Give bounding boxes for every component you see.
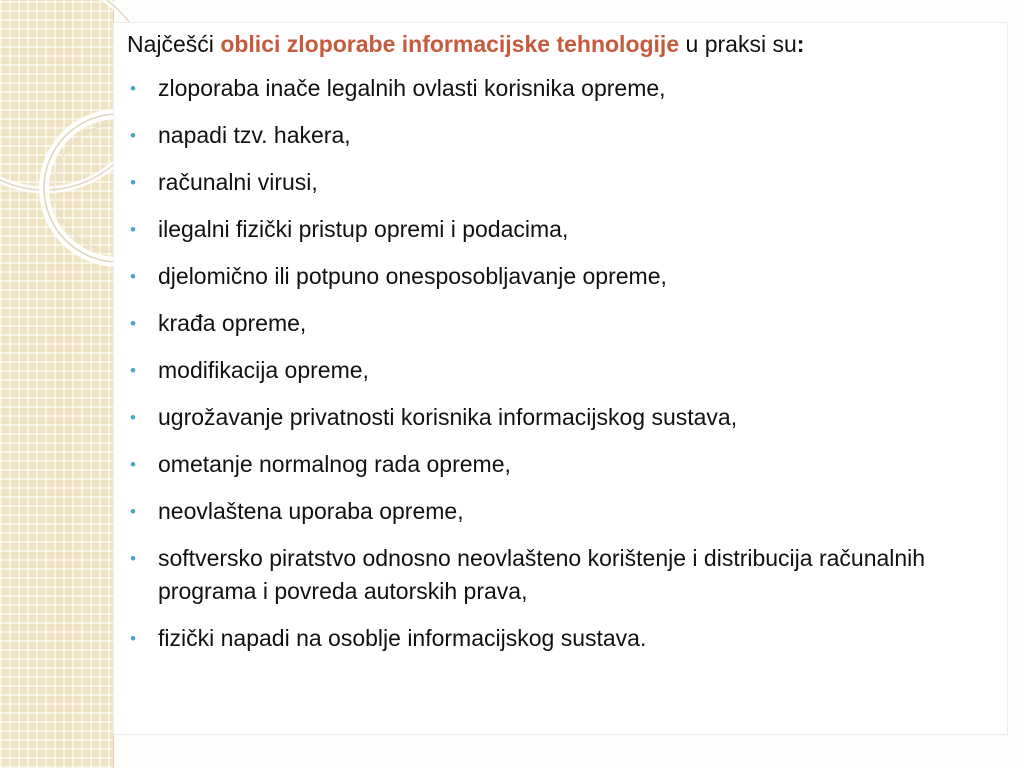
list-item <box>127 622 997 655</box>
bullet-icon: • <box>130 455 136 474</box>
bullet-icon: • <box>130 629 136 648</box>
bullet-list <box>127 72 997 655</box>
list-item <box>127 260 997 293</box>
list-item <box>127 448 997 481</box>
intro-prefix: Najčešći <box>127 31 221 57</box>
bullet-icon: • <box>130 408 136 427</box>
list-item-text: napadi tzv. hakera, <box>158 122 351 148</box>
bullet-icon: • <box>130 314 136 333</box>
list-item-text: krađa opreme, <box>158 310 307 336</box>
intro-text <box>127 28 997 61</box>
list-item <box>127 166 997 199</box>
intro-suffix: u praksi su <box>679 31 797 57</box>
list-item <box>127 72 997 105</box>
list-item-text: neovlaštena uporaba opreme, <box>158 498 464 524</box>
bullet-icon: • <box>130 173 136 192</box>
bullet-icon: • <box>130 220 136 239</box>
list-item-text: ilegalni fizički pristup opremi i podacima, <box>158 216 569 242</box>
intro-highlight: oblici zloporabe informacijske tehnologije <box>220 31 680 57</box>
slide-content <box>127 28 997 669</box>
list-item <box>127 495 997 528</box>
bullet-icon: • <box>130 502 136 521</box>
list-item-text: računalni virusi, <box>158 169 318 195</box>
bullet-icon: • <box>130 126 136 145</box>
list-item <box>127 354 997 387</box>
bullet-icon: • <box>130 361 136 380</box>
list-item <box>127 119 997 152</box>
list-item <box>127 542 997 608</box>
list-item <box>127 401 997 434</box>
list-item-text: ugrožavanje privatnosti korisnika informacijskog sustava, <box>158 404 738 430</box>
list-item-text: ometanje normalnog rada opreme, <box>158 451 511 477</box>
bullet-icon: • <box>130 79 136 98</box>
list-item <box>127 213 997 246</box>
bullet-icon: • <box>130 549 136 568</box>
list-item-text: djelomično ili potpuno onesposobljavanje opreme, <box>158 263 667 289</box>
list-item-text: zloporaba inače legalnih ovlasti korisnika opreme, <box>158 75 666 101</box>
list-item <box>127 307 997 340</box>
bullet-icon: • <box>130 267 136 286</box>
list-item-text: modifikacija opreme, <box>158 357 369 383</box>
intro-colon: : <box>796 31 805 57</box>
list-item-text: fizički napadi na osoblje informacijskog sustava. <box>158 625 647 651</box>
list-item-text: softversko piratstvo odnosno neovlašteno korištenje i distribucija računalnih programa i povreda autorskih prava, <box>158 545 926 604</box>
